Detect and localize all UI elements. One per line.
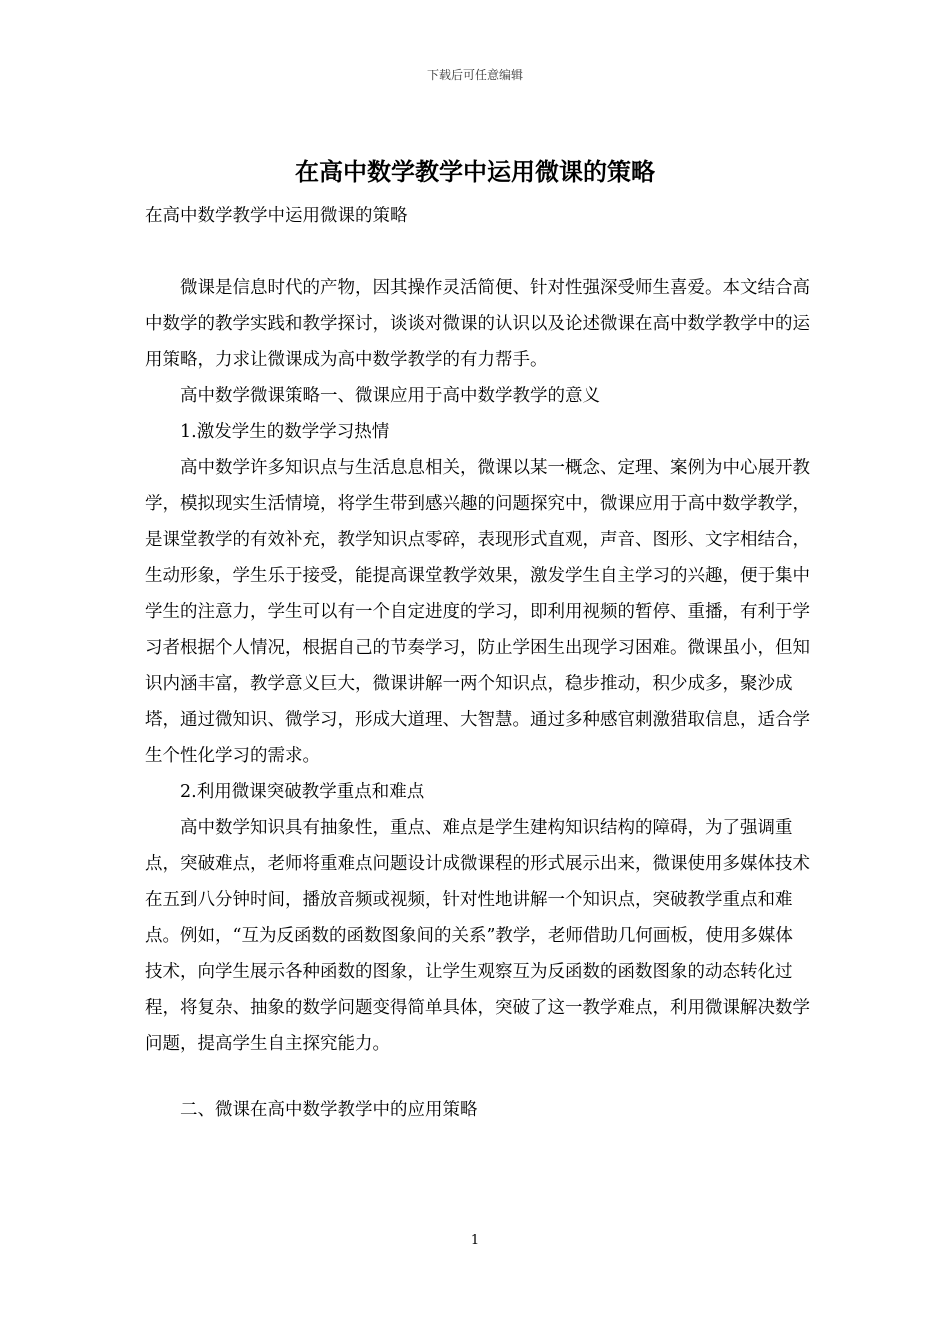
section1-heading: 高中数学微课策略一、微课应用于高中数学教学的意义 [180, 386, 600, 406]
intro-paragraph: 微课是信息时代的产物，因其操作灵活简便、针对性强深受师生喜爱。本文结合高中数学的教学实践和教学探讨，谈谈对微课的认识以及论述微课在高中数学教学中的运用策略，力求让微课成为高中数学教学的有力帮手。 [145, 278, 810, 370]
section2-heading: 二、微课在高中数学教学中的应用策略 [180, 1100, 478, 1120]
document-body [145, 198, 810, 1128]
document-title: 在高中数学教学中运用微课的策略 [295, 158, 655, 186]
item2-body: 高中数学知识具有抽象性，重点、难点是学生建构知识结构的障碍，为了强调重点，突破难点，老师将重难点问题设计成微课程的形式展示出来，微课使用多媒体技术在五到八分钟时间，播放音频或视频，针对性地讲解一个知识点，突破教学重点和难点。例如，“互为反函数的函数图象间的关系”教学，老师借助几何画板，使用多媒体技术，向学生展示各种函数的图象，让学生观察互为反函数的函数图象的动态转化过程，将复杂、抽象的数学问题变得简单具体，突破了这一教学难点，利用微课解决数学问题，提高学生自主探究能力。 [145, 818, 810, 1054]
page-number: 1 [470, 1233, 480, 1248]
header-note: 下载后可任意编辑 [426, 68, 523, 82]
item1-body: 高中数学许多知识点与生活息息相关，微课以某一概念、定理、案例为中心展开教学，模拟现实生活情境，将学生带到感兴趣的问题探究中，微课应用于高中数学教学，是课堂教学的有效补充，教学知识点零碎，表现形式直观，声音、图形、文字相结合，生动形象，学生乐于接受，能提高课堂教学效果，激发学生自主学习的兴趣，便于集中学生的注意力，学生可以有一个自定进度的学习，即利用视频的暂停、重播，有利于学习者根据个人情况，根据自己的节奏学习，防止学困生出现学习困难。微课虽小，但知识内涵丰富，教学意义巨大，微课讲解一两个知识点，稳步推动，积少成多，聚沙成塔，通过微知识、微学习，形成大道理、大智慧。通过多种感官刺激猎取信息，适合学生个性化学习的需求。 [145, 458, 810, 766]
subtitle: 在高中数学教学中运用微课的策略 [145, 206, 408, 226]
item2-heading: 2.利用微课突破教学重点和难点 [180, 782, 425, 802]
item1-heading: 1.激发学生的数学学习热情 [180, 422, 390, 442]
